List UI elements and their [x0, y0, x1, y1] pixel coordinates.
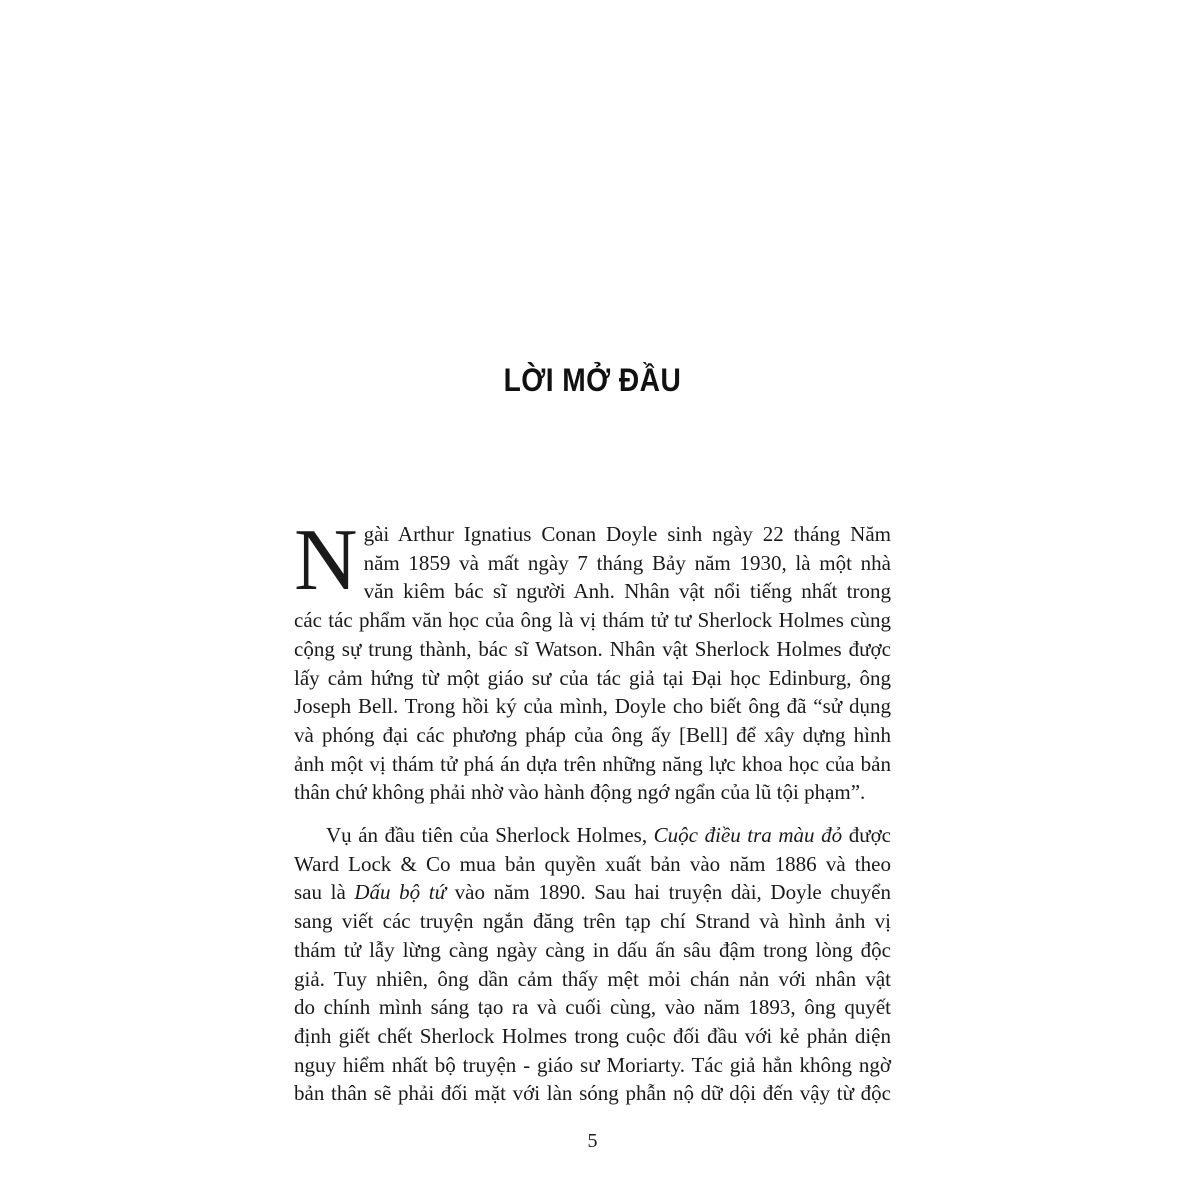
book-title-italic: Cuộc điều tra màu đỏ — [653, 823, 843, 848]
text-line: nguy hiểm nhất bộ truyện - giáo sư Moriarty. Tác giả hẳn không ngờ — [294, 1052, 891, 1077]
text-line: ảnh một vị thám tử phá án dựa trên những năng lực khoa học của bản — [294, 751, 891, 776]
text-line: lấy cảm hứng từ một giáo sư của tác giả tại Đại học Edinburg, ông — [294, 665, 891, 690]
book-title-italic: Dấu bộ tứ — [354, 880, 447, 905]
chapter-title: LỜI MỞ ĐẦU — [503, 362, 682, 398]
text-line: Ward Lock & Co mua bản quyền xuất bản vào năm 1886 và theo — [294, 851, 891, 876]
text-line: do chính mình sáng tạo ra và cuối cùng, vào năm 1893, ông quyết — [294, 995, 891, 1020]
text-line: và phóng đại các phương pháp của ông ấy [Bell] để xây dựng hình — [294, 722, 891, 747]
text-line: cộng sự trung thành, bác sĩ Watson. Nhân vật Sherlock Holmes được — [294, 636, 891, 661]
text-line: sang viết các truyện ngắn đăng trên tạp chí Strand và hình ảnh vị — [294, 909, 891, 934]
text-line: thân chứ không phải nhờ vào hành động ngớ ngẩn của lũ tội phạm”. — [294, 780, 866, 805]
text-run: được — [842, 823, 892, 848]
text-line: gài Arthur Ignatius Conan Doyle sinh ngày 22 tháng Năm — [363, 522, 891, 546]
text-line: định giết chết Sherlock Holmes trong cuộc đối đầu với kẻ phản diện — [294, 1023, 891, 1048]
paragraph-1 — [294, 512, 891, 807]
text-run: vào năm 1890. Sau hai truyện dài, Doyle chuyển — [446, 880, 891, 905]
text-line: bản thân sẽ phải đối mặt với làn sóng phẫn nộ dữ dội đến vậy từ độc — [294, 1081, 891, 1106]
text-run: Vụ án đầu tiên của Sherlock Holmes, — [326, 823, 654, 848]
text-line — [294, 821, 891, 850]
page-number: 5 — [587, 1130, 598, 1152]
text-line: thám tử lẫy lừng càng ngày càng in dấu ấn sâu đậm trong lòng độc — [294, 937, 891, 962]
text-line — [294, 878, 891, 907]
text-line: giả. Tuy nhiên, ông dần cảm thấy mệt mỏi chán nản với nhân vật — [294, 966, 891, 991]
text-run: sau là — [294, 880, 355, 905]
text-line: Joseph Bell. Trong hồi ký của mình, Doyle cho biết ông đã “sử dụng — [294, 694, 891, 719]
text-line: văn kiêm bác sĩ người Anh. Nhân vật nổi tiếng nhất trong — [363, 579, 891, 604]
body-text — [294, 512, 892, 1108]
drop-cap: N — [294, 512, 358, 609]
paragraph-2 — [294, 821, 891, 1108]
text-line: các tác phẩm văn học của ông là vị thám tử tư Sherlock Holmes cùng — [294, 608, 891, 633]
text-line: năm 1859 và mất ngày 7 tháng Bảy năm 1930, là một nhà — [363, 550, 891, 575]
